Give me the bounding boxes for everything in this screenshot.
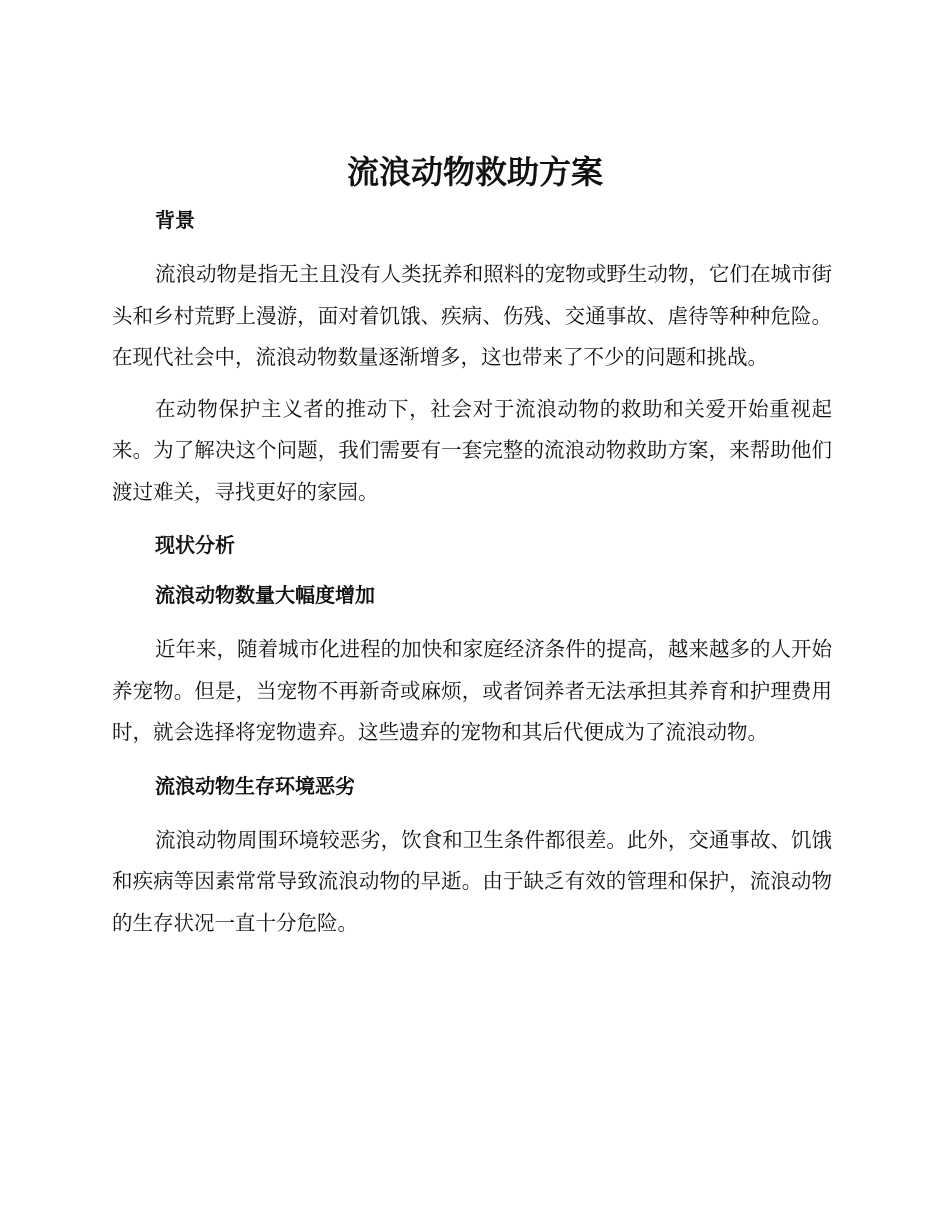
document-title: 流浪动物救助方案	[346, 153, 603, 191]
subsection-heading-population-increase: 流浪动物数量大幅度增加	[155, 583, 375, 607]
section-heading-status-analysis: 现状分析	[155, 533, 235, 557]
background-paragraph-2: 在动物保护主义者的推动下，社会对于流浪动物的救助和关爱开始重视起来。为了解决这个问题，我们需要有一套完整的流浪动物救助方案，来帮助他们渡过难关，寻找更好的家园。	[112, 396, 832, 504]
document-body	[112, 202, 832, 944]
subsection-heading-harsh-environment: 流浪动物生存环境恶劣	[155, 773, 355, 798]
background-paragraph-1: 流浪动物是指无主且没有人类抚养和照料的宠物或野生动物，它们在城市街头和乡村荒野上漫游，面对着饥饿、疾病、伤残、交通事故、虐待等种种危险。在现代社会中，流浪动物数量逐渐增多，这也带来了不少的问题和挑战。	[112, 262, 832, 369]
section-heading-background: 背景	[155, 208, 195, 232]
population-increase-paragraph: 近年来，随着城市化进程的加快和家庭经济条件的提高，越来越多的人开始养宠物。但是，当宠物不再新奇或麻烦，或者饲养者无法承担其养育和护理费用时，就会选择将宠物遗弃。这些遗弃的宠物和其后代便成为了流浪动物。	[112, 637, 832, 744]
harsh-environment-paragraph: 流浪动物周围环境较恶劣，饮食和卫生条件都很差。此外，交通事故、饥饿和疾病等因素常常导致流浪动物的早逝。由于缺乏有效的管理和保护，流浪动物的生存状况一直十分危险。	[112, 827, 832, 935]
